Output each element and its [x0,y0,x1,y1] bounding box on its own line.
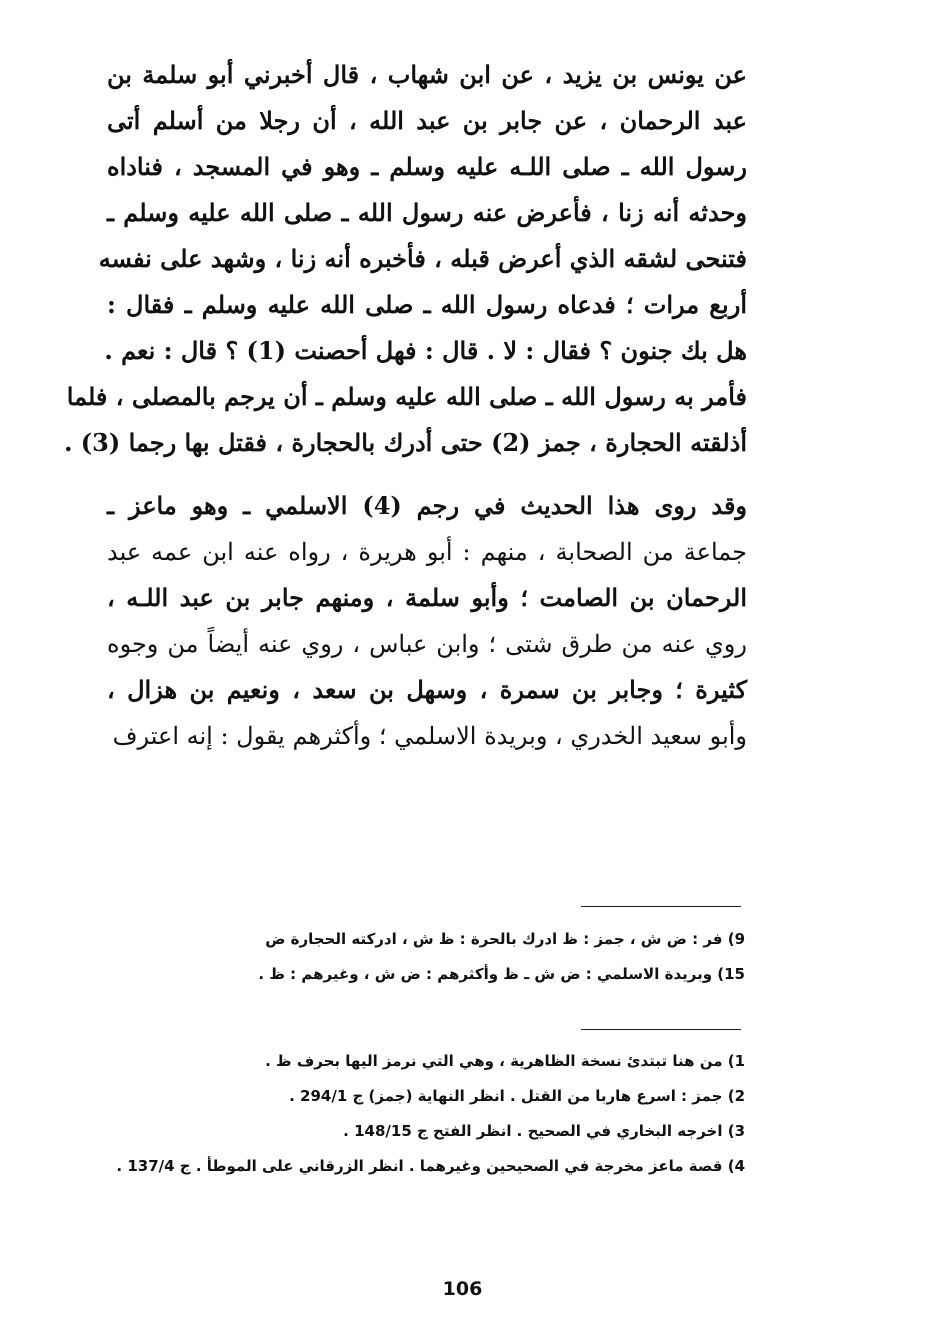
reference-footnotes [105,1044,745,1183]
text-line: جماعة من الصحابة ، منهم : أبو هريرة ، رواه عنه ابن عمه عبد [107,538,747,566]
text-line: فتنحى لشقه الذي أعرض قبله ، فأخبره أنه زنا ، وشهد على نفسه [98,244,747,273]
main-paragraph-1 [64,52,747,466]
reference-note: 4) قصة ماعز مخرجة في الصحيحين وغيرهما . انظر الزرقاني على الموطأ . ج 137/4 . [116,1157,745,1175]
variant-footnotes [105,922,745,992]
main-paragraph-2 [107,483,747,759]
text-line: أذلقته الحجارة ، جمز (2) حتى أدرك بالحجارة ، فقتل بها رجما (3) . [64,428,747,457]
text-line: الرحمان بن الصامت ؛ وأبو سلمة ، ومنهم جابر بن عبد اللـه ، [107,583,747,612]
text-line: كثيرة ؛ وجابر بن سمرة ، وسهل بن سعد ، ونعيم بن هزال ، [107,675,747,704]
reference-note: 2) جمز : اسرع هاربا من القتل . انظر النهاية (جمز) ج 294/1 . [289,1087,745,1105]
text-line: عبد الرحمان ، عن جابر بن عبد الله ، أن رجلا من أسلم أتى [107,106,747,135]
variant-note: 15) وبريدة الاسلمي : ض ش ـ ظ وأكثرهم : ض ش ، وغيرهم : ظ . [258,965,745,983]
text-line: وقد روى هذا الحديث في رجم (4) الاسلمي ـ وهو ماعز ـ [107,491,748,520]
page-number: 106 [442,1278,483,1300]
text-line: فأمر به رسول الله ـ صلى الله عليه وسلم ـ أن يرجم بالمصلى ، فلما [66,382,747,411]
reference-note: 1) من هنا تبتدئ نسخة الظاهرية ، وهي التي نرمز اليها بحرف ظ . [265,1052,745,1070]
footnote-divider [581,906,741,907]
text-line: وأبو سعيد الخدري ، وبريدة الاسلمي ؛ وأكثرهم يقول : إنه اعترف [112,722,747,750]
reference-note: 3) اخرجه البخاري في الصحيح . انظر الفتح ج 148/15 . [343,1122,745,1140]
text-line: وحدثه أنه زنا ، فأعرض عنه رسول الله ـ صلى الله عليه وسلم ـ [107,198,747,227]
text-line: روي عنه من طرق شتى ؛ وابن عباس ، روي عنه أيضاً من وجوه [107,630,747,658]
variant-note: 9) فر : ض ش ، جمز : ظ ادرك بالحرة : ظ ش ، ادركته الحجارة ض [265,930,745,948]
text-line: رسول الله ـ صلى اللـه عليه وسلم ـ وهو في المسجد ، فناداه [107,152,747,181]
text-line: هل بك جنون ؟ فقال : لا . قال : فهل أحصنت (1) ؟ قال : نعم . [104,336,747,365]
text-line: أربع مرات ؛ فدعاه رسول الله ـ صلى الله عليه وسلم ـ فقال : [107,290,747,319]
footnote-divider [581,1029,741,1030]
text-line: عن يونس بن يزيد ، عن ابن شهاب ، قال أخبرني أبو سلمة بن [107,60,747,89]
